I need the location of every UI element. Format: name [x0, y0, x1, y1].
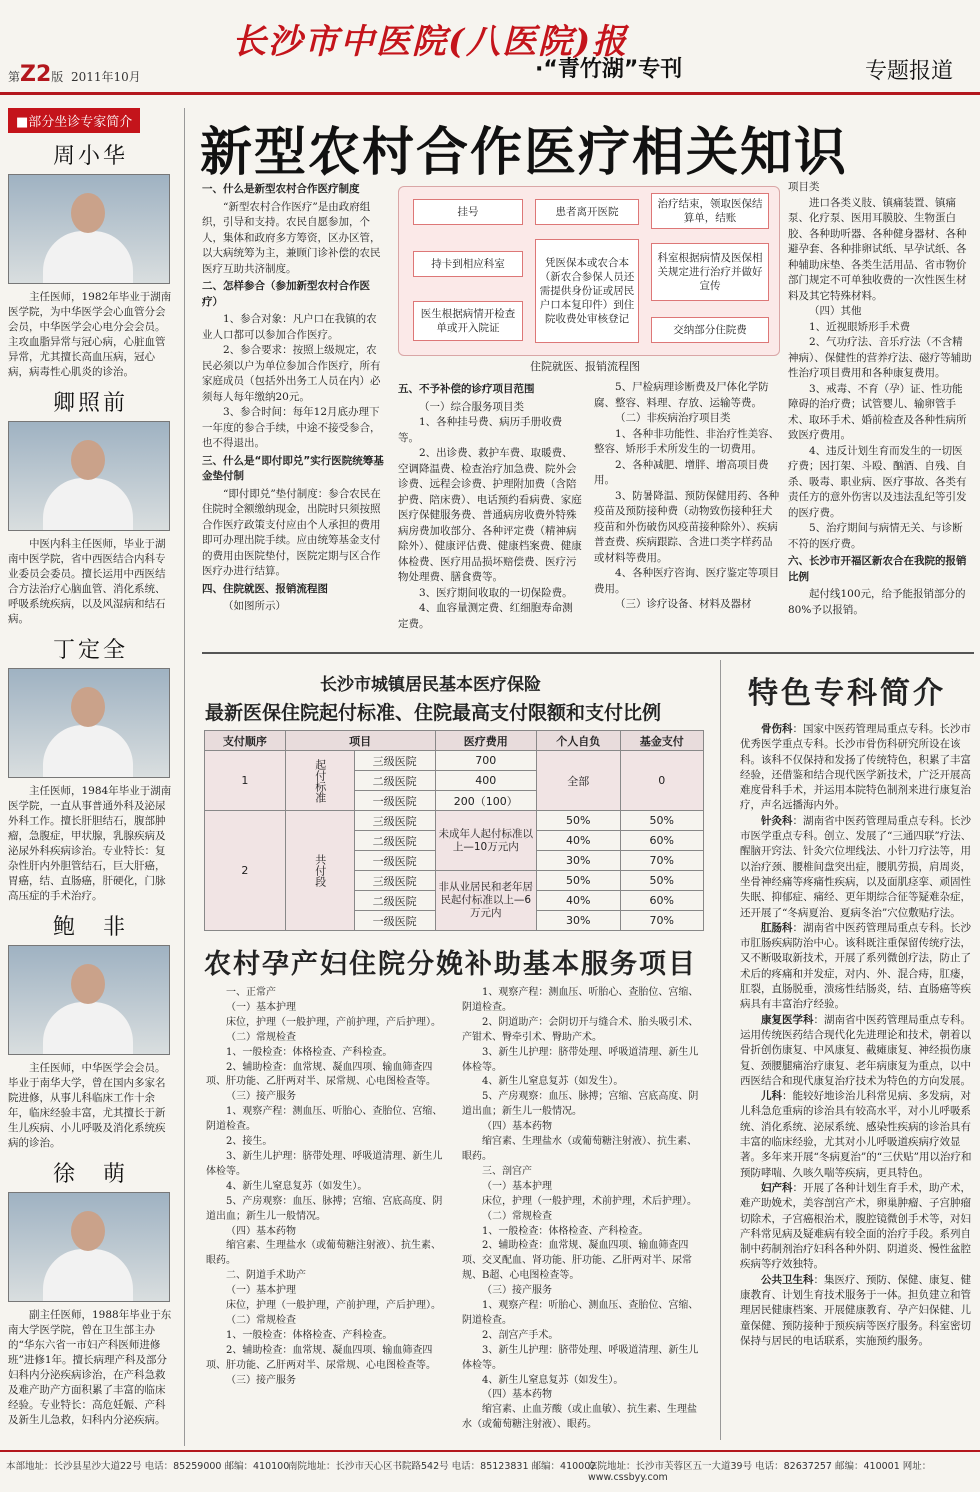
article-paragraph: 2、参合要求：按照上级规定，农民必须以户为单位参加合作医疗，所有家庭成员（包括外出务工人员在内）必须每人每年缴纳20元。	[202, 344, 381, 403]
department-entry	[740, 1181, 972, 1273]
doctor-card	[8, 1157, 173, 1428]
table-header: 个人自负	[537, 731, 620, 751]
service-item: （二）常规检查	[226, 1031, 296, 1043]
service-item: 三、剖宫产	[482, 1165, 532, 1177]
doctor-card	[8, 386, 173, 627]
doctor-bio: 主任医师，1984年毕业于湖南医学院，一直从事普通外科及泌尿外科工作。擅长肝胆结石，腹部肿瘤，急腹症，甲状腺，乳腺疾病及泌尿外科疾病诊治。专业特长：复杂性肝内外胆管结石，巨大肝癌，胃癌，结、直肠癌，肝硬化，门脉高压症的手术治疗。	[8, 785, 172, 902]
maternity-column-left	[206, 986, 446, 1388]
department-name: 儿科	[761, 1090, 782, 1103]
article-paragraph: （一）综合服务项目类	[419, 400, 524, 413]
service-item: 2、辅助检查：血常规、凝血四项、输血筛查四项、交叉配血、肾功能、肝功能、乙肝两对半、尿常规、B超、心电图检查等。	[462, 1240, 692, 1282]
doctor-bio: 主任医师，1982年毕业于湖南医学院，为中华医学会心血管分会会员，中华医学会心电分会会员。主攻血脂异常与冠心病，心脏血管异常，尤其擅长高血压病，冠心病，病毒性心肌炎的诊治。	[8, 291, 172, 378]
table-cell: 40%	[537, 891, 620, 911]
table-cell: 全部	[537, 751, 620, 811]
flow-step-department: 持卡到相应科室	[413, 251, 523, 277]
doctor-bio: 副主任医师，1988年毕业于东南大学医学院，曾在卫生部主办的“华东六省一市妇产科医师进修班”进修1年。擅长病理产科及部分妇科内分泌疾病诊治，在产科急救及难产助产方面积累了丰富的临床经验。专业特长：高危妊娠、产科及新生儿急救，妇科内分泌疾病。	[8, 1309, 172, 1426]
service-item: （三）接产服务	[226, 1091, 296, 1103]
department-entry	[740, 1273, 972, 1349]
table-cell: 50%	[620, 871, 704, 891]
service-item: 4、新生儿窒息复苏（如发生）。	[226, 1180, 368, 1192]
service-item: 3、新生儿护理：脐带处理、呼吸道清理、新生儿体检等。	[462, 1344, 699, 1371]
department-name: 针灸科	[761, 814, 793, 827]
department-entry	[740, 722, 972, 814]
service-item: 1、一般检查：体格检查、产科检查。	[226, 1046, 393, 1058]
article-paragraph: 3、戒毒、不育（孕）证、性功能障碍的治疗费；试管婴儿、输卵管手术、取环手术、婚前检查及各种性病所致医疗费用。	[788, 382, 967, 441]
maternity-title: 农村孕产妇住院分娩补助基本服务项目	[204, 949, 697, 980]
table-header-row	[205, 731, 704, 751]
service-item: 2、剖宫产手术。	[482, 1329, 559, 1341]
service-item: （四）基本药物	[482, 1389, 552, 1401]
table-cell: 三级医院	[354, 811, 435, 831]
article-paragraph: 4、各种医疗咨询、医疗鉴定等项目费用。	[594, 567, 780, 595]
article-paragraph: 2、气功疗法、音乐疗法（不含精神病）、保健性的营养疗法、磁疗等辅助性治疗项目费用和各种康复费用。	[788, 336, 972, 379]
department-entry	[740, 921, 972, 1013]
table-cell: 40%	[537, 831, 620, 851]
flow-step-leave: 患者离开医院	[535, 199, 639, 225]
service-item: 2、阴道助产：会阴切开与缝合术、胎头吸引术、产钳术、臀牵引术、臀助产术。	[462, 1016, 699, 1043]
department-description: ：湖南省中医药管理局重点专科。长沙市医学重点专科。创立、发展了“三通四联”疗法、醒脑开窍法、针灸穴位埋线法、小针刀疗法等，用以治疗颈、腰椎间盘突出症，腰肌劳损，肩周炎，坐骨神经痛等疼痛性疾病，以及面肌痉挛、顽固性失眠、抑郁症、痛经、更年期综合征等疑难杂症，还开展了“冬病夏治、夏病冬治”穴位敷贴疗法。	[740, 814, 972, 919]
maternity-column-right	[462, 986, 702, 1433]
doctor-name: 卿照前	[52, 391, 128, 416]
service-item: 缩宫素、生理盐水（或葡萄糖注射液）、抗生素、眼药。	[462, 1136, 697, 1162]
flow-step-doctor: 医生根据病情开检查单或开入院证	[413, 301, 523, 341]
table-cell: 二级医院	[354, 831, 435, 851]
table-cell: 50%	[620, 811, 704, 831]
service-item: 1、一般检查：体格检查、产科检查。	[226, 1329, 393, 1341]
footer	[0, 1450, 980, 1483]
special-departments-list	[740, 722, 972, 1349]
service-item: 2、接生。	[226, 1136, 273, 1148]
table-row	[205, 751, 704, 771]
table-cell: 非从业居民和老年居民起付标准以上—6万元内	[435, 871, 537, 931]
service-item: 缩宫素、生理盐水（或葡萄糖注射液）、抗生素、眼药。	[206, 1240, 441, 1267]
department-name: 肛肠科	[761, 921, 793, 934]
service-item: 2、辅助检查：血常规、凝血四项、输血筛查四项、肝功能、乙肝两对半、尿常规、心电图检查等。	[206, 1061, 436, 1088]
service-item: 床位，护理（一般护理，产前护理，产后护理）。	[226, 1016, 441, 1028]
article-paragraph: 3、医疗期间收取的一切保险费。	[419, 586, 573, 599]
service-item: 5、产房观察：血压、脉搏；宫缩、宫底高度、阴道出血；新生儿一般情况。	[462, 1091, 699, 1118]
table-cell: 未成年人起付标准以上—10万元内	[435, 811, 537, 871]
special-departments-title: 特色专科简介	[748, 676, 946, 711]
department-entry	[740, 814, 972, 921]
table-cell: 200（100）	[435, 791, 537, 811]
doctor-card	[8, 633, 173, 904]
column-divider	[720, 660, 721, 1440]
insurance-table	[204, 730, 704, 931]
table-cell: 1	[205, 751, 286, 811]
footer-address-east: 东院地址：长沙市芙蓉区五一大道39号 电话：82637257 邮编：410001 网址：www.cssbyy.com	[588, 1461, 932, 1483]
table-cell: 50%	[537, 871, 620, 891]
table-header: 医疗费用	[435, 731, 537, 751]
doctor-card	[8, 910, 173, 1151]
service-item: 床位，护理（一般护理，产前护理，产后护理）。	[226, 1300, 441, 1312]
service-item: 1、观察产程：听胎心、测血压、查胎位、宫缩、阴道检查。	[462, 1300, 699, 1326]
doctor-photo	[8, 421, 170, 531]
article-paragraph: 4、违反计划生育而发生的一切医疗费；因打架、斗殴、酗酒、自残、自杀、吸毒、职业病、医疗事故、各类有责任方的意外伤害以及违法乱纪等引发的医疗费。	[788, 444, 967, 519]
flow-step-deposit: 交纳部分住院费	[651, 317, 769, 343]
service-item: 2、辅助检查：血常规、凝血四项、输血筛查四项、肝功能、乙肝两对半、尿常规、心电图检查等。	[206, 1344, 436, 1371]
column-divider	[184, 108, 185, 1446]
table-cell: 50%	[537, 811, 620, 831]
department-description: ：国家中医药管理局重点专科。长沙市优秀医学重点专科。长沙市骨伤科研究所设在该科。该科不仅保持和发扬了传统特色，积累了丰富经验，还借鉴和结合现代医学新技术，广泛开展高难度骨科手术，并运用本院特色制剂来进行康复治疗，声名远播海内外。	[740, 723, 971, 812]
service-item: （二）常规检查	[226, 1314, 296, 1326]
doctor-name: 鲍 非	[52, 915, 128, 940]
service-item: 3、新生儿护理：脐带处理、呼吸道清理、新生儿体检等。	[462, 1046, 699, 1073]
doctor-photo	[8, 1192, 170, 1302]
article-heading: 一、什么是新型农村合作医疗制度	[202, 183, 360, 195]
department-name: 康复医学科	[761, 1013, 814, 1026]
article-paragraph: （二）非疾病治疗项目类	[615, 412, 731, 424]
flow-step-admission: 凭医保本或农合本（新农合参保人员还需提供身份证或居民户口本复印件）到住院收费处审核登记	[535, 239, 639, 343]
service-item: （三）接产服务	[226, 1374, 296, 1386]
table-row	[205, 811, 704, 831]
page-headline: 新型农村合作医疗相关知识	[200, 123, 849, 183]
doctor-card	[8, 139, 173, 380]
footer-address-south: 南院地址：长沙市天心区书院路542号 电话：85123831 邮编：410002	[288, 1461, 597, 1472]
article-column-3	[594, 380, 780, 613]
article-paragraph: 5、治疗期间与病情无关、与诊断不符的医疗费。	[788, 522, 963, 550]
section-label: 专题报道	[865, 59, 954, 84]
doctor-photo	[8, 945, 170, 1055]
service-item: 1、一般检查：体格检查、产科检查。	[482, 1225, 649, 1237]
article-heading: 四、住院就医、报销流程图	[202, 582, 328, 595]
table-cell: 30%	[537, 851, 620, 871]
flow-step-treatment: 科室根据病情及医保相关规定进行治疗并做好宣传	[651, 243, 769, 301]
table-cell: 60%	[620, 831, 704, 851]
article-paragraph: （如图所示）	[223, 600, 286, 612]
doctor-bio: 主任医师，中华医学会会员。毕业于南华大学，曾在国内多家名院进修，从事儿科临床工作十余年，临床经验丰富，尤其擅长于新生儿疾病、小儿呼吸及消化系统疾病的诊治。	[8, 1062, 166, 1149]
department-description: ：湖南省中医药管理局重点专科。长沙市肛肠疾病防治中心。该科既注重保留传统疗法，又不断吸取新技术，开展了系列微创疗法，防止了术后的疼痛和并发症，对内、外、混合痔，肛瘘，肛裂，直肠脱垂，溃疡性结肠炎，结、直肠癌等疾病具有丰富治疗经验。	[740, 921, 971, 1011]
article-heading: 二、怎样参合（参加新型农村合作医疗）	[202, 280, 370, 308]
special-edition-label: ·“青竹湖”专刊	[535, 57, 683, 82]
table-cell: 400	[435, 771, 537, 791]
flowchart-caption: 住院就医、报销流程图	[530, 360, 640, 373]
table-cell: 70%	[620, 911, 704, 931]
table-cell: 共付段	[285, 811, 354, 931]
doctor-name: 周小华	[52, 144, 128, 169]
article-paragraph: 4、血容量测定费、红细胞寿命测定费。	[398, 602, 573, 630]
article-paragraph: 1、各种挂号费、病历手册收费等。	[398, 416, 563, 444]
article-paragraph: 1、各种非功能性、非治疗性美容、整容、矫形手术所发生的一切费用。	[594, 427, 780, 455]
article-paragraph: 1、参合对象：凡户口在我镇的农业人口都可以参加合作医疗。	[202, 313, 377, 341]
article-column-4	[788, 180, 972, 618]
doctor-name: 徐 萌	[52, 1162, 128, 1187]
service-item: （二）常规检查	[482, 1210, 552, 1222]
service-item: （三）接产服务	[482, 1285, 552, 1297]
service-item: （一）基本护理	[482, 1180, 552, 1192]
service-item: （四）基本药物	[226, 1225, 296, 1237]
department-name: 骨伤科	[761, 723, 793, 735]
table-header: 基金支付	[620, 731, 704, 751]
article-heading: 五、不予补偿的诊疗项目范围	[398, 383, 535, 395]
service-item: 4、新生儿窒息复苏（如发生）。	[482, 1076, 624, 1088]
department-description: ：开展了各种计划生育手术，助产术，难产助娩术，美容剖宫产术，卵巢肿瘤、子宫肿瘤切除术，子宫癌根治术，腹腔镜微创手术等，对妇产科常见病及疑难病有较全面的治疗手段。系列自制中药制剂治疗妇科各种外阴、阴道炎、慢性盆腔疾病等疗效独特。	[740, 1181, 971, 1271]
table-cell: 二级医院	[354, 771, 435, 791]
newspaper-logo: 长沙市中医院(八医院)报	[232, 22, 629, 62]
flow-step-settle: 治疗结束，领取医保结算单，结账	[651, 193, 769, 229]
article-paragraph: （三）诊疗设备、材料及器材	[615, 598, 752, 610]
section-rule	[202, 652, 974, 654]
article-paragraph: 5、尸检病理诊断费及尸体化学防腐、整容、料理、存放、运输等费。	[594, 381, 769, 409]
table-header: 支付顺序	[205, 731, 286, 751]
flow-step-register: 挂号	[413, 199, 523, 225]
table-cell: 60%	[620, 891, 704, 911]
article-paragraph: 2、出诊费、救护车费、取暖费、空调降温费、检查治疗加急费、院外会诊费、远程会诊费、护理附加费（含陪护费、陪床费）、电话预约看病费、家庭医疗保健服务费、普通病房收费外特殊病房费加收部分、各种评定费（精神病除外）、健康评估费、健康档案费、健康体检费、医疗用品损坏赔偿费、医疗污物处理费、膳食费等。	[398, 447, 582, 583]
table-cell: 700	[435, 751, 537, 771]
doctor-photo	[8, 174, 170, 284]
flowchart	[398, 186, 780, 356]
doctor-photo	[8, 668, 170, 778]
department-description: ：集医疗、预防、保健、康复、健康教育、计划生育技术服务于一体。担负建立和管理居民健康档案、开展健康教育、孕产妇保健、儿童保健、预防接种于预疾病等医疗服务。科室密切保持与居民的电话联系，实施预约服务。	[740, 1273, 971, 1347]
issue-number: 第Z2版 2011年10月	[8, 62, 141, 87]
table-cell: 70%	[620, 851, 704, 871]
article-paragraph: 进口各类义肢、镇痛装置、镇痛泵、化疗泵、医用耳膜胶、生物蛋白胶、各种助听器、各种健身器材、各种避孕套、各种排卵试纸、早孕试纸、各种辅助床垫、各类生活用品、省市物价部门规定不可单独收费的一次性医生材料及其它特殊材料。	[788, 196, 967, 302]
article-heading: 三、什么是“即付即兑”实行医院统筹基金垫付制	[202, 454, 384, 482]
article-column-1	[202, 180, 384, 615]
table-cell: 一级医院	[354, 851, 435, 871]
footer-address-main: 本部地址：长沙县星沙大道22号 电话：85259000 邮编：410100	[6, 1461, 290, 1472]
expert-section-tag: ■部分坐诊专家简介	[8, 108, 140, 133]
table-cell: 一级医院	[354, 791, 435, 811]
article-paragraph: 3、参合时间：每年12月底办理下一年度的参合手续，中途不接受参合，也不得退出。	[202, 406, 381, 449]
table-cell: 30%	[537, 911, 620, 931]
article-column-2	[398, 380, 583, 632]
department-entry	[740, 1013, 972, 1089]
department-name: 妇产科	[761, 1181, 793, 1194]
table-cell: 一级医院	[354, 911, 435, 931]
service-item: 3、新生儿护理：脐带处理、呼吸道清理、新生儿体检等。	[206, 1150, 443, 1177]
doctor-name: 丁定全	[52, 638, 128, 663]
service-item: （四）基本药物	[482, 1121, 552, 1133]
expert-column	[8, 108, 173, 1432]
service-item: （一）基本护理	[226, 1285, 296, 1297]
table-cell: 二级医院	[354, 891, 435, 911]
insurance-title: 长沙市城镇居民基本医疗保险	[320, 675, 541, 695]
department-entry	[740, 1089, 972, 1181]
table-cell: 2	[205, 811, 286, 931]
masthead-rule	[0, 92, 980, 95]
article-paragraph: 2、各种减肥、增胖、增高项目费用。	[594, 458, 769, 486]
article-paragraph: “即付即兑”垫付制度：参合农民在住院时全额缴纳现金，出院时只须按照合作医疗政策支付应由个人承担的费用即可办理出院手续。应由统筹基金支付的费用由医院垫付，医院定期与区合作医疗办进行结算。	[202, 487, 381, 577]
service-item: （一）基本护理	[226, 1001, 296, 1013]
service-item: 一、正常产	[226, 987, 276, 998]
department-description: ：湖南省中医药管理局重点专科。运用传统医药结合现代化先进理论和技术，朝着以骨折创伤康复、中风康复、截瘫康复、神经损伤康复、颈腰腿痛治疗康复、老年病康复为重点，以中西医结合和现代康复治疗技术为特色的方向发展。	[740, 1013, 971, 1087]
insurance-subtitle: 最新医保住院起付标准、住院最高支付限额和支付比例	[205, 702, 662, 724]
doctor-bio: 中医内科主任医师，毕业于湖南中医学院，省中西医结合内科专业委员会委员。擅长运用中西医结合方法治疗心脑血管、消化系统、呼吸系统疾病，以及风湿病和结石病。	[8, 538, 166, 625]
service-item: 缩宫素、止血芳酸（或止血敏）、抗生素、生理盐水（或葡萄糖注射液）、眼药。	[462, 1404, 697, 1431]
table-cell: 三级医院	[354, 751, 435, 771]
article-paragraph: 3、防暑降温、预防保健用药、各种疫苗及预防接种费（动物致伤接种狂犬疫苗和外伤破伤风疫苗接种除外）、疾病普查费、疾病跟踪、含进口类字样药品或材料等费用。	[594, 489, 780, 564]
service-item: 二、阴道手术助产	[226, 1270, 306, 1282]
service-item: 床位，护理（一般护理，术前护理，术后护理）。	[482, 1195, 697, 1207]
service-item: 1、观察产程：测血压、听胎心、查胎位、宫缩、阴道检查。	[206, 1106, 443, 1133]
article-paragraph: “新型农村合作医疗”是由政府组织，引导和支持。农民自愿参加，个人，集体和政府多方筹资，区办区管，以大病统筹为主，兼顾门诊补偿的农民医疗互助共济制度。	[202, 200, 381, 275]
article-paragraph: 1、近视眼矫形手术费	[809, 320, 911, 333]
service-item: 5、产房观察：血压、脉搏；宫缩、宫底高度、阴道出血；新生儿一般情况。	[206, 1195, 443, 1222]
table-cell: 起付标准	[285, 751, 354, 811]
department-name: 公共卫生科	[761, 1273, 814, 1286]
table-cell: 三级医院	[354, 871, 435, 891]
service-item: 4、新生儿窒息复苏（如发生）。	[482, 1374, 624, 1386]
article-paragraph: （四）其他	[809, 305, 862, 317]
article-paragraph: 起付线100元，给予能报销部分的80%予以报销。	[788, 588, 966, 616]
article-heading: 六、长沙市开福区新农合在我院的报销比例	[788, 555, 967, 583]
service-item: 1、观察产程：测血压、听胎心、查胎位、宫缩、阴道检查。	[462, 987, 699, 1013]
department-description: ：能较好地诊治儿科常见病、多发病，对儿科急危重病的诊治具有较高水平，对小儿呼吸系统、消化系统、泌尿系统、感染性疾病的诊治具有丰富的临床经验，尤其对小儿呼吸道疾病疗效显著。多年来开展“冬病夏治”的“三伏贴”用以治疗和预防哮喘、久咳久喘等疾病，更具特色。	[740, 1090, 972, 1179]
article-paragraph: 项目类	[788, 181, 820, 193]
table-cell: 0	[620, 751, 704, 811]
table-header: 项目	[285, 731, 435, 751]
